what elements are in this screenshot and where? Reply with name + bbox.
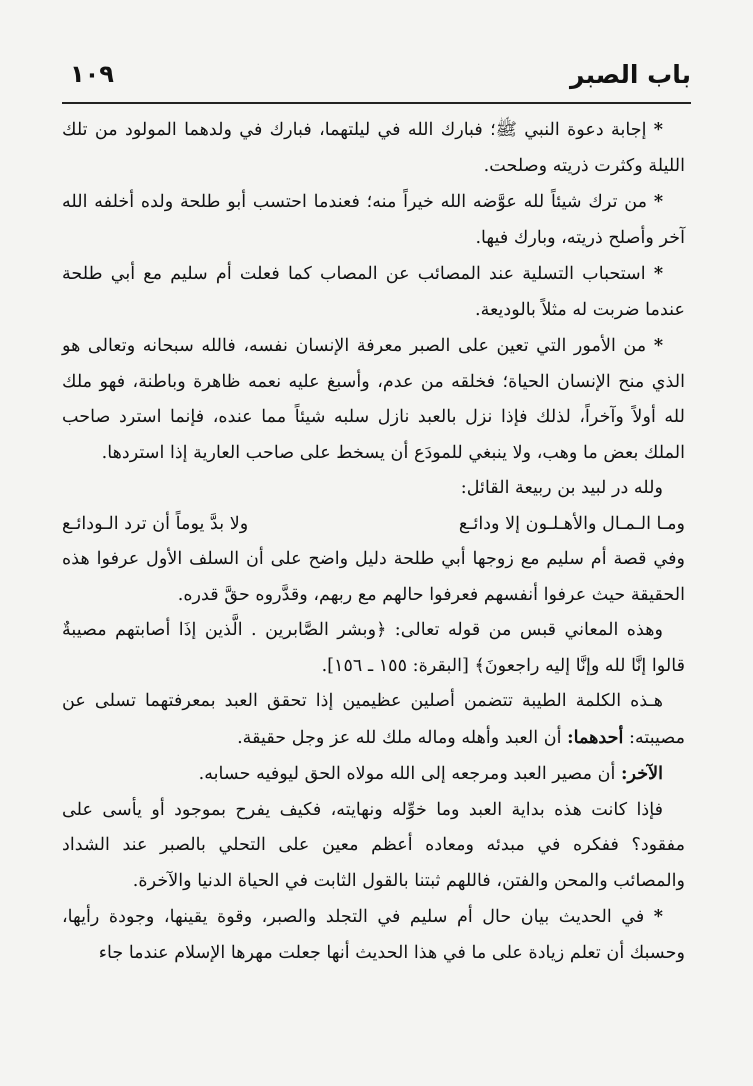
paragraph-10: فإذا كانت هذه بداية العبد وما خوِّله ونهايته، فكيف يفرح بموجود أو يأسى على مفقود؟ ففكره في مبدئه ومعاده أعظم معين على التحلي بالصبر عند الشداد والمصائب والمحن والفتن، فاللهم ثبتنا بالقول الثابت في الحياة الدنيا والآخرة. (62, 799, 685, 891)
paragraph-3-text: استحباب التسلية عند المصائب عن المصاب كما فعلت أم سليم مع أبي طلحة عندما ضربت له مثلاً بالوديعة. (62, 264, 685, 320)
bullet-star: * (653, 263, 664, 284)
verse-first-hemistich: ومـا الـمـال والأهـلـون إلا ودائـع (458, 513, 685, 534)
paragraph-4-text: من الأمور التي تعين على الصبر معرفة الإنسان نفسه، فالله سبحانه وتعالى هو الذي منح الإنسان الحياة؛ فخلقه من عدم، وأسبغ عليه نعمه ظاهرة وباطنة، فهو ملك لله أولاً وآخراً، لذلك فإذا نزل بالعبد نازل سلبه شيئاً مما عنده، فإنما استرد صاحب الملك بعض ما وهب، ولا ينبغي للمودَع أن يسخط على صاحب العارية إذا استردها. (62, 336, 685, 463)
bullet-star: * (653, 906, 663, 927)
second-principle-label: الآخر: (621, 763, 663, 784)
paragraph-11-text: في الحديث بيان حال أم سليم في التجلد والصبر، وقوة يقينها، وجودة رأيها، وحسبك أن تعلم زيادة على ما في هذا الحديث أنها جعلت مهرها الإسلام عندما جاء (62, 907, 685, 963)
bullet-star: * (653, 119, 663, 140)
chapter-title: باب الصبر (570, 60, 691, 89)
paragraph-3 (62, 256, 685, 328)
poem-intro: ولله در لبيد بن ربيعة القائل: (460, 478, 663, 498)
first-principle-label: أحدهما: (567, 726, 624, 748)
quran-quote-paragraph: وهذه المعاني قبس من قوله تعالى: ﴿وبشر الصَّابرين . الَّذين إذَا أصابتهم مصيبةٌ قالوا إنَّا لله وإنَّا إليه راجعونَ﴾ [البقرة: ١٥٥ ـ ١٥٦]. (62, 620, 685, 676)
page-header (62, 52, 691, 104)
verse-second-hemistich: ولا بدَّ يوماً أن ترد الـودائـع (62, 513, 249, 534)
paragraph-1 (62, 112, 685, 184)
poem-verse (62, 507, 685, 543)
bullet-star: * (653, 335, 664, 356)
paragraph-2-text: من ترك شيئاً لله عوَّضه الله خيراً منه؛ فعندما احتسب أبو طلحة ولده أخلفه الله آخر وأصلح ذريته، وبارك فيها. (62, 192, 685, 248)
paragraph-11 (62, 899, 685, 971)
second-principle-text: أن مصير العبد ومرجعه إلى الله مولاه الحق ليوفيه حسابه. (198, 764, 616, 784)
page-body (62, 112, 685, 971)
first-principle-text: أن العبد وأهله وماله ملك لله عز وجل حقيقة. (237, 727, 562, 748)
paragraph-2 (62, 184, 685, 256)
paragraph-6: وفي قصة أم سليم مع زوجها أبي طلحة دليل واضح على أن السلف الأول عرفوا هذه الحقيقة حيث عرفوا أنفسهم فعرفوا حالهم مع ربهم، وقدَّروه حقَّ قدره. (62, 549, 685, 605)
paragraph-4 (62, 328, 685, 471)
paragraph-8 (62, 684, 685, 756)
page-number: ١٠٩ (70, 60, 114, 88)
bullet-star: * (653, 191, 664, 212)
paragraph-9 (62, 756, 685, 793)
paragraph-8-text: هـذه الكلمة الطيبة تتضمن أصلين عظيمين إذا تحقق العبد بمعرفتهما تسلى عن مصيبته: (62, 691, 685, 748)
paragraph-1-text: إجابة دعوة النبي ﷺ؛ فبارك الله في ليلتهما، فبارك في ولدهما المولود من تلك الليلة وكثرت ذريته وصلحت. (62, 120, 685, 176)
